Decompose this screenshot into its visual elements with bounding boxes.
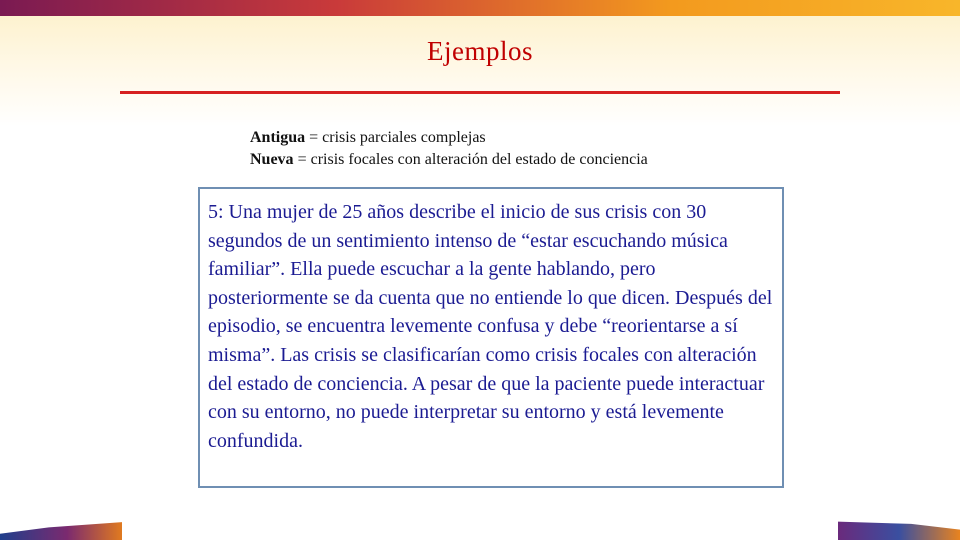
top-decorative-band (0, 0, 960, 16)
definition-new-text: = crisis focales con alteración del estado de conciencia (293, 151, 648, 168)
definition-old-term: Antigua (250, 129, 306, 146)
clinical-case-text: 5: Una mujer de 25 años describe el inicio de sus crisis con 30 segundos de un sentimiento intenso de “estar escuchando música familiar”. Ella puede escuchar a la gente hablando, pero posteriormente se da cuenta que no entiende lo que dicen. Después del episodio, se encuentra levemente confusa y debe “reorientarse a sí misma”. Las crisis se clasificarían como crisis focales con alteración del estado de conciencia. A pesar de que la paciente puede interactuar con su entorno, no puede interpretar su entorno y está levemente confundida. (208, 201, 773, 452)
definition-old (250, 127, 648, 149)
clinical-case-box (198, 187, 784, 488)
bottom-left-swoosh (0, 519, 122, 540)
slide-title: Ejemplos (427, 36, 533, 66)
classification-definitions (250, 127, 648, 171)
definition-old-text: = crisis parciales complejas (305, 129, 486, 146)
definition-new (250, 149, 648, 171)
header-gradient-background (0, 16, 960, 126)
bottom-right-swoosh (838, 517, 960, 540)
definition-new-term: Nueva (250, 151, 294, 168)
title-underline-rule (120, 91, 840, 94)
